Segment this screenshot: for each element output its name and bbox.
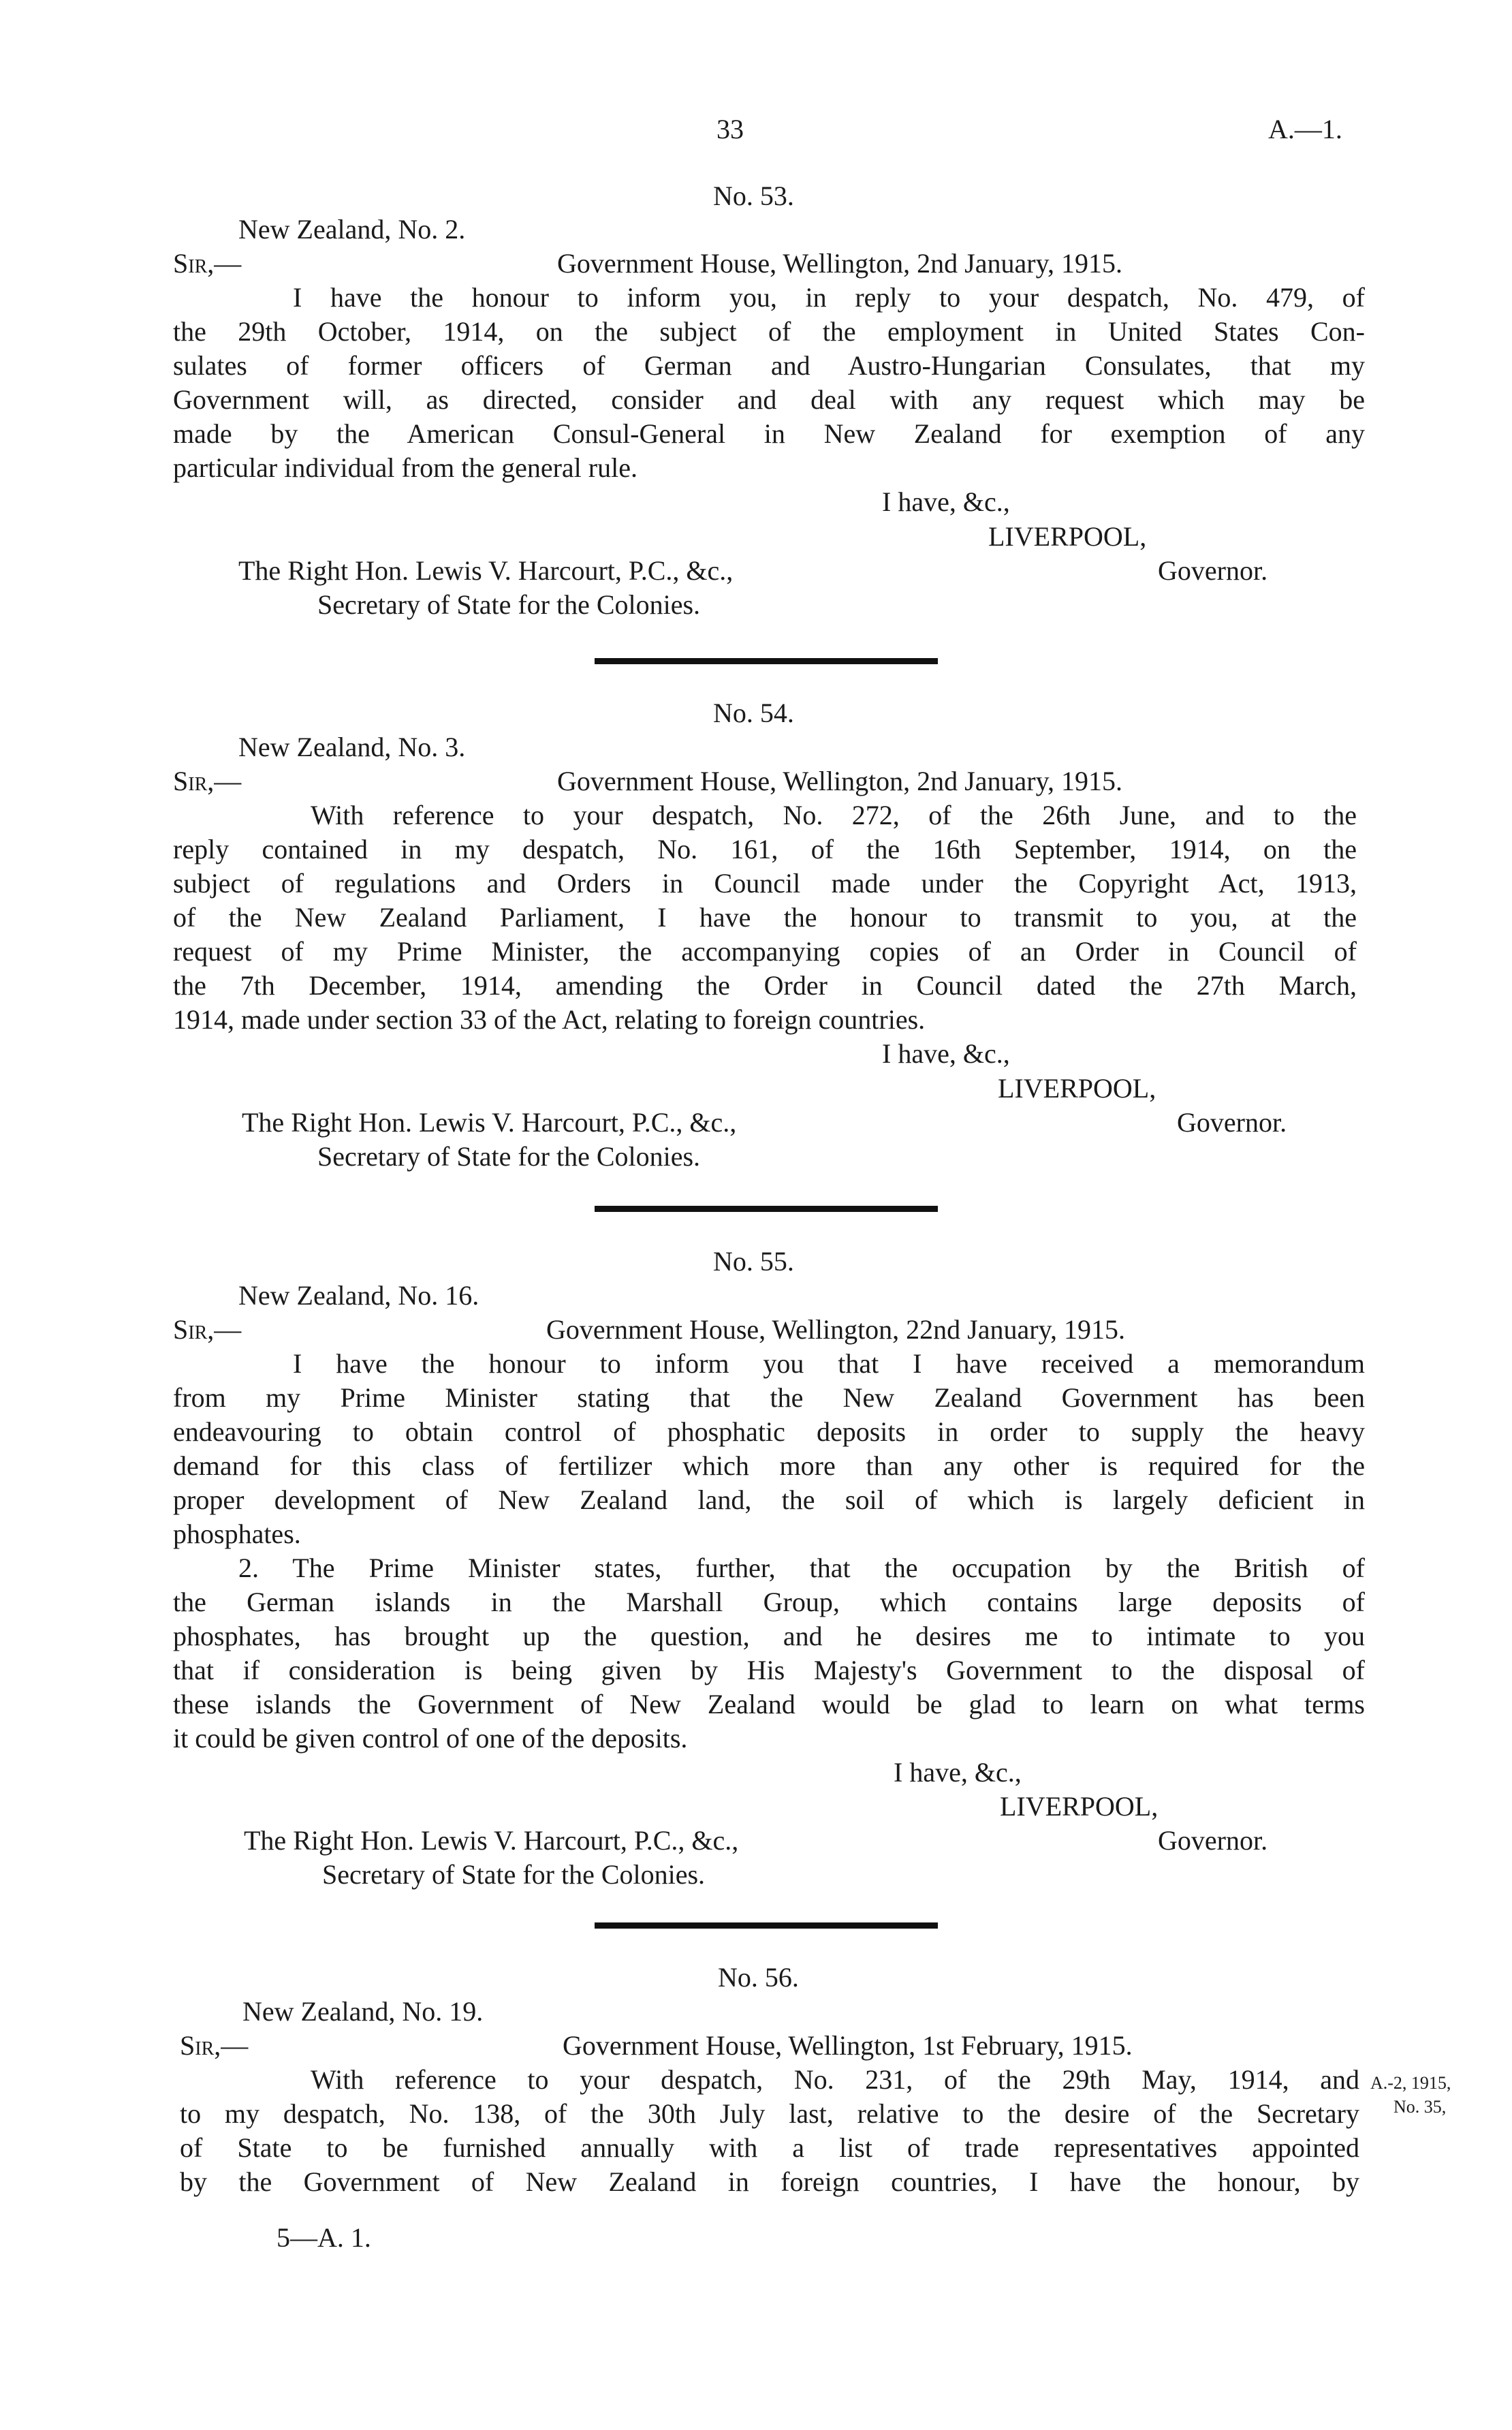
letter-54-recipient: The Right Hon. Lewis V. Harcourt, P.C., &c., (242, 1107, 737, 1138)
letter-53-number: No. 53. (713, 181, 794, 211)
letter-55-recipient: The Right Hon. Lewis V. Harcourt, P.C., &c., (244, 1825, 739, 1856)
letter-55-body-line: these islands the Government of New Zealand would be glad to learn on what terms (173, 1689, 1365, 1719)
letter-53-body-line: Government will, as directed, consider and deal with any request which may be (173, 384, 1365, 415)
letter-56-body-line: to my despatch, No. 138, of the 30th July last, relative to the desire of the Secretary (180, 2098, 1359, 2129)
letter-54-signature: LIVERPOOL, (998, 1073, 1156, 1104)
letter-54-body-line: the 7th December, 1914, amending the Order in Council dated the 27th March, (173, 970, 1357, 1001)
document-reference: A.—1. (1268, 114, 1342, 144)
letter-55-body-line: demand for this class of fertilizer which more than any other is required for the (173, 1450, 1365, 1481)
letter-54-closing: I have, &c., (882, 1038, 1010, 1069)
letter-56-number: No. 56. (718, 1962, 799, 1993)
signature-mark: 5—A. 1. (277, 2222, 371, 2253)
letter-55-body-line: I have the honour to inform you that I have received a memorandum (293, 1348, 1365, 1379)
letter-56-body-line: of State to be furnished annually with a list of trade representatives appointed (180, 2132, 1359, 2163)
letter-53-closing: I have, &c., (882, 486, 1010, 517)
letter-53-body-line: the 29th October, 1914, on the subject of the employment in United States Con- (173, 316, 1365, 347)
letter-56-ref: New Zealand, No. 19. (242, 1996, 484, 2027)
letter-53-recipient: The Right Hon. Lewis V. Harcourt, P.C., &c., (238, 555, 734, 586)
letter-53-salutation: Sir,— (173, 248, 242, 279)
section-divider (595, 658, 938, 664)
letter-55-body-line: phosphates, has brought up the question, and he desires me to intimate to you (173, 1621, 1365, 1651)
letter-56-dateline: Government House, Wellington, 1st February, 1915. (563, 2030, 1133, 2061)
letter-56-salutation: Sir,— (180, 2030, 249, 2061)
letter-54-sign-title: Governor. (1177, 1107, 1287, 1138)
letter-56-body-line: by the Government of New Zealand in foreign countries, I have the honour, by (180, 2166, 1359, 2197)
letter-55-ref: New Zealand, No. 16. (238, 1280, 479, 1311)
letter-55-signature: LIVERPOOL, (1000, 1791, 1159, 1822)
letter-53-body-line: particular individual from the general rule. (173, 452, 637, 483)
letter-54-recipient-title: Secretary of State for the Colonies. (317, 1141, 701, 1172)
letter-55-number: No. 55. (713, 1246, 794, 1277)
letter-55-closing: I have, &c., (894, 1757, 1022, 1788)
letter-54-body-line: request of my Prime Minister, the accompanying copies of an Order in Council of (173, 936, 1357, 967)
margin-note: A.-2, 1915, (1370, 2073, 1451, 2093)
letter-54-body-line: reply contained in my despatch, No. 161, of the 16th September, 1914, on the (173, 834, 1357, 864)
section-divider (595, 1922, 938, 1929)
letter-54-body-line: of the New Zealand Parliament, I have the honour to transmit to you, at the (173, 902, 1357, 933)
letter-53-dateline: Government House, Wellington, 2nd January, 1915. (557, 248, 1122, 279)
letter-55-body-line: proper development of New Zealand land, the soil of which is largely deficient in (173, 1484, 1365, 1515)
letter-55-body-line: from my Prime Minister stating that the New Zealand Government has been (173, 1382, 1365, 1413)
letter-55-body-line: endeavouring to obtain control of phosphatic deposits in order to supply the heavy (173, 1416, 1365, 1447)
letter-55-dateline: Government House, Wellington, 22nd January, 1915. (546, 1314, 1125, 1345)
letter-55-body-line: 2. The Prime Minister states, further, that the occupation by the British of (238, 1553, 1365, 1583)
letter-54-body-line: With reference to your despatch, No. 272, of the 26th June, and to the (311, 800, 1357, 830)
letter-53-body-line: sulates of former officers of German and Austro-Hungarian Consulates, that my (173, 350, 1365, 381)
letter-53-ref: New Zealand, No. 2. (238, 214, 466, 245)
letter-55-sign-title: Governor. (1158, 1825, 1268, 1856)
letter-55-salutation: Sir,— (173, 1314, 242, 1345)
letter-54-salutation: Sir,— (173, 766, 242, 796)
letter-53-signature: LIVERPOOL, (988, 521, 1147, 552)
page-number: 33 (716, 114, 744, 144)
letter-53-sign-title: Governor. (1158, 555, 1268, 586)
letter-54-dateline: Government House, Wellington, 2nd January, 1915. (557, 766, 1122, 796)
letter-53-recipient-title: Secretary of State for the Colonies. (317, 589, 701, 620)
letter-54-number: No. 54. (713, 698, 794, 728)
letter-54-ref: New Zealand, No. 3. (238, 732, 466, 762)
letter-53-body-line: I have the honour to inform you, in reply to your despatch, No. 479, of (293, 282, 1365, 313)
letter-55-recipient-title: Secretary of State for the Colonies. (322, 1859, 706, 1890)
letter-55-body-line: it could be given control of one of the deposits. (173, 1723, 688, 1754)
letter-54-body-line: 1914, made under section 33 of the Act, relating to foreign countries. (173, 1004, 926, 1035)
letter-55-body-line: that if consideration is being given by His Majesty's Government to the disposal of (173, 1655, 1365, 1685)
letter-54-body-line: subject of regulations and Orders in Council made under the Copyright Act, 1913, (173, 868, 1357, 899)
section-divider (595, 1206, 938, 1212)
letter-55-body-line: phosphates. (173, 1518, 301, 1549)
letter-53-body-line: made by the American Consul-General in New Zealand for exemption of any (173, 418, 1365, 449)
margin-note: No. 35, (1393, 2097, 1447, 2117)
letter-56-body-line: With reference to your despatch, No. 231, of the 29th May, 1914, and (311, 2064, 1359, 2095)
letter-55-body-line: the German islands in the Marshall Group, which contains large deposits of (173, 1587, 1365, 1617)
